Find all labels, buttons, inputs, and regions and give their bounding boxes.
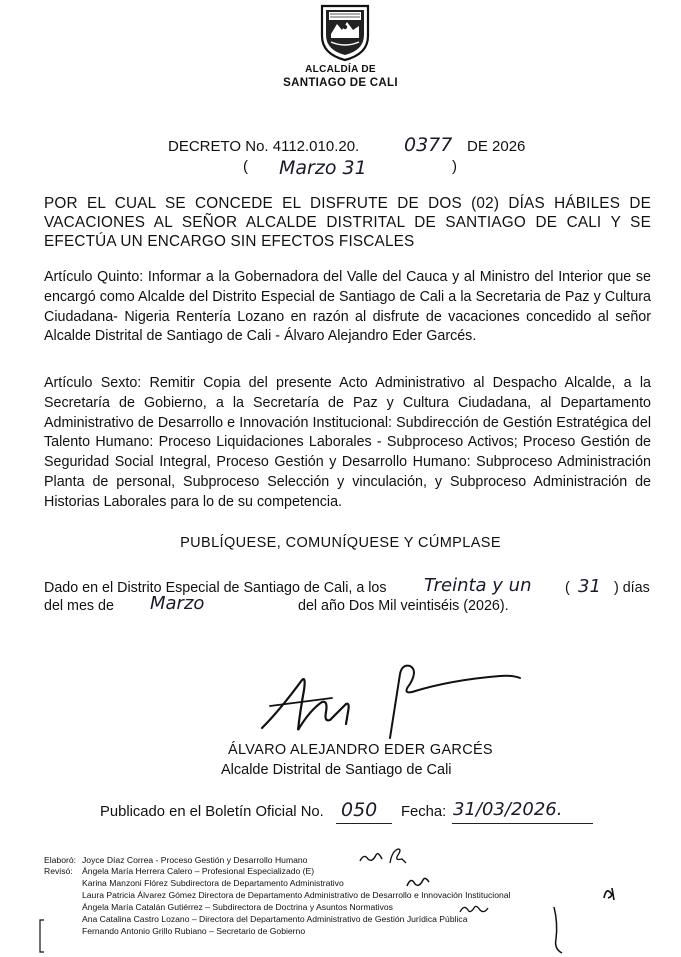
city-coat-of-arms-icon [318, 2, 372, 62]
reviewer-initials-mark [405, 874, 431, 890]
given-day-number-handwritten: 31 [578, 576, 601, 597]
header-line-1: ALCALDÍA DE [305, 64, 376, 75]
reviewer-initials-mark [600, 886, 620, 902]
footer-reviewer: Karina Manzoni Flórez Subdirectora de Departamento Administrativo [82, 878, 344, 888]
given-day-words-handwritten: Treinta y un [424, 575, 532, 596]
publication-number-handwritten: 050 [341, 799, 378, 821]
reviewer-initials-mark [548, 903, 568, 955]
footer-reviewer: Fernando Antonio Grillo Rubiano – Secretario de Gobierno [82, 926, 306, 936]
given-text-2: del mes de [44, 598, 114, 614]
footer-reviso [44, 866, 314, 877]
decree-date-handwritten: Marzo 31 [279, 157, 367, 179]
decree-date-paren-close: ) [452, 158, 457, 175]
header-line-2: SANTIAGO DE CALI [283, 77, 398, 89]
signer-name: ÁLVARO ALEJANDRO EDER GARCÉS [228, 742, 493, 758]
signer-role: Alcalde Distrital de Santiago de Cali [221, 762, 452, 778]
publication-date-handwritten: 31/03/2026. [453, 799, 563, 820]
decree-title: POR EL CUAL SE CONCEDE EL DISFRUTE DE DOS (02) DÍAS HÁBILES DE VACACIONES AL SEÑOR ALCALDE DISTRITAL DE SANTIAGO DE CALI Y SE EFECTÚA UN ENCARGO SIN EFECTOS FISCALES [44, 195, 651, 250]
closing-formula: PUBLÍQUESE, COMUNÍQUESE Y CÚMPLASE [180, 535, 501, 551]
publication-date-label: Fecha: [401, 804, 447, 820]
footer-elaboro-name: Joyce Díaz Correa - Proceso Gestión y Desarrollo Humano [82, 855, 308, 865]
footer-reviewer: Ana Catalina Castro Lozano – Directora del Departamento Administrativo de Gestión Jurídica Pública [82, 914, 468, 924]
publication-number-underline [336, 823, 392, 824]
given-text-3: del año Dos Mil veintiséis (2026). [298, 598, 509, 614]
footer-elaboro [44, 855, 307, 866]
given-text-1: Dado en el Distrito Especial de Santiago de Cali, a los [44, 580, 387, 596]
margin-bracket-mark [36, 918, 46, 954]
reviewer-initials-mark [458, 900, 492, 916]
article-sixth: Artículo Sexto: Remitir Copia del presente Acto Administrativo al Despacho Alcalde, a la Secretaría de Gobierno, a la Secretaría de Paz y Cultura Ciudadana, al Departamento Administrativo de Desarrollo e Innovación Institucional: Subdirección de Gestión Estratégica del Talento Humano: Proceso Liquidaciones Laborales - Subproceso Activos; Proceso Gestión de Seguridad Social Integral, Proceso Gestión y Desarrollo Humano: Subproceso Administración Planta de personal, Subproceso Selección y vinculación, y Subproceso Administración de Historias Laborales para lo de su competencia. [44, 375, 651, 510]
publication-label: Publicado en el Boletín Oficial No. [100, 804, 324, 820]
decree-date-paren-open: ( [243, 158, 248, 175]
footer-elaboro-label: Elaboró: [44, 855, 77, 865]
footer-reviewer: Laura Patricia Álvarez Gómez Directora de Departamento Administrativo de Desarrollo e Innovación Institucional [82, 890, 511, 900]
given-days-suffix: ) días [614, 580, 650, 596]
footer-reviso-label: Revisó: [44, 866, 73, 876]
given-month-handwritten: Marzo [150, 593, 205, 614]
given-paren-open: ( [565, 580, 570, 596]
mayor-signature [240, 650, 540, 750]
decree-number-handwritten: 0377 [404, 134, 453, 156]
reviewer-initials-mark [356, 845, 412, 867]
article-fifth: Artículo Quinto: Informar a la Gobernadora del Valle del Cauca y al Ministro del Interior que se encargó como Alcalde del Distrito Especial de Santiago de Cali a la Secretaria de Paz y Cultura Ciudadana- Nigeria Rentería Lozano en razón al disfrute de vacaciones concedido al señor Alcalde Distrital de Santiago de Cali - Álvaro Alejandro Eder Garcés. [44, 269, 651, 345]
publication-date-underline [452, 823, 593, 824]
decree-label: DECRETO No. 4112.010.20. [168, 138, 360, 155]
decree-year: DE 2026 [467, 138, 526, 155]
footer-reviewer: Ángela María Catalán Gutiérrez – Subdirectora de Doctrina y Asuntos Normativos [82, 902, 393, 912]
footer-reviewer: Ángela María Herrera Calero – Profesional Especializado (E) [82, 866, 315, 876]
